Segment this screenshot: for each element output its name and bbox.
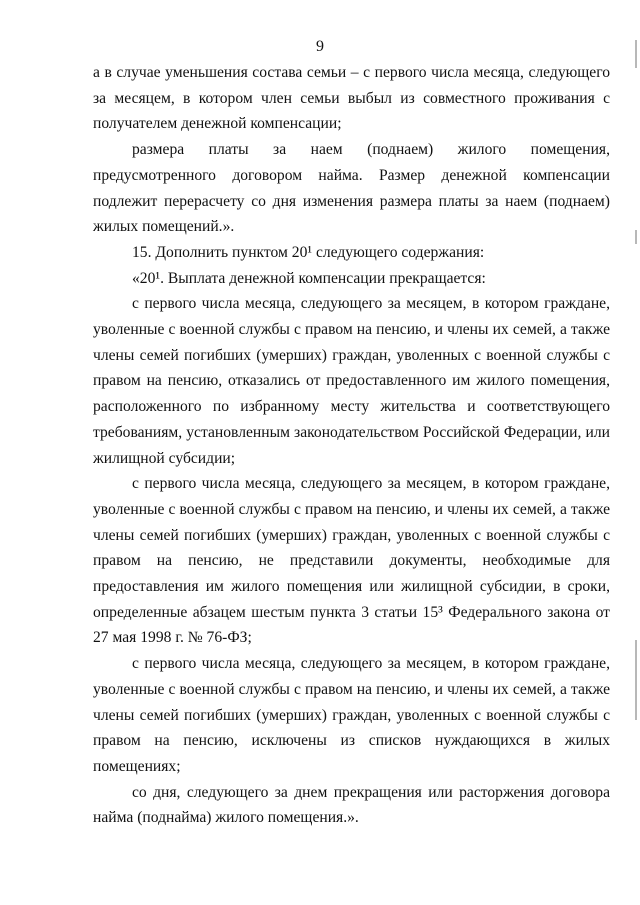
paragraph-contract-termination: со дня, следующего за днем прекращения или расторжения договора найма (поднайма) жилого помещения.». — [93, 783, 610, 827]
paragraph-documents-not-submitted: с первого числа месяца, следующего за месяцем, в котором граждане, уволенные с военной службы с правом на пенсию, и члены их семей, а также члены семей погибших (умерших) граждан, уволенных с военной службы с правом на пенсию, не представили документы, необходимые для предоставления им жилого помещения или жилищной субсидии, в сроки, определенные абзацем шестым пункта 3 статьи 15³ Федерального закона от 27 мая 1998 г. № 76-ФЗ; — [93, 475, 610, 647]
scan-edge-mark — [635, 230, 637, 244]
paragraph-item-15: 15. Дополнить пунктом 20¹ следующего содержания: — [132, 243, 485, 261]
paragraph-excluded-from-lists: с первого числа месяца, следующего за месяцем, в котором граждане, уволенные с военной службы с правом на пенсию, и члены их семей, а также члены семей погибших (умерших) граждан, уволенных с военной службы с правом на пенсию, исключены из списков нуждающихся в жилых помещениях; — [93, 655, 610, 775]
scan-edge-mark — [635, 640, 637, 720]
page-number: 9 — [316, 38, 324, 55]
paragraph-rent-size: размера платы за наем (поднаем) жилого помещения, предусмотренного договором найма. Размер денежной компенсации подлежит перерасчету со дня изменения размера платы за наем (поднаем) жилых помещений.». — [93, 141, 610, 236]
paragraph-continuation: а в случае уменьшения состава семьи – с первого числа месяца, следующего за месяцем, в котором член семьи выбыл из совместного проживания с получателем денежной компенсации; — [93, 64, 610, 133]
scan-edge-mark — [635, 40, 637, 68]
paragraph-clause-20-1: «20¹. Выплата денежной компенсации прекращается: — [132, 269, 486, 287]
paragraph-refusal: с первого числа месяца, следующего за месяцем, в котором граждане, уволенные с военной службы с правом на пенсию, и члены их семей, а также члены семей погибших (умерших) граждан, уволенных с военной службы с правом на пенсию, отказались от предоставленного им жилого помещения, расположенного по избранному месту жительства и соответствующего требованиям, установленным законодательством Российской Федерации, или жилищной субсидии; — [93, 295, 610, 467]
document-body — [93, 60, 610, 831]
